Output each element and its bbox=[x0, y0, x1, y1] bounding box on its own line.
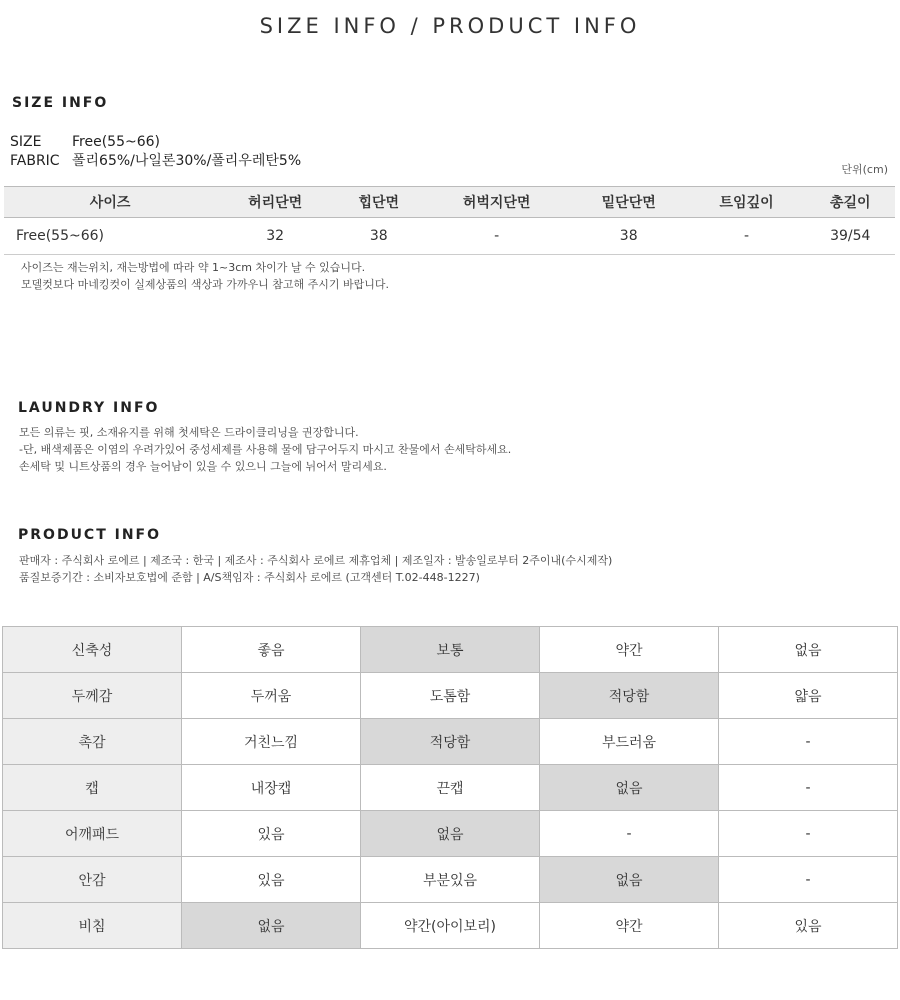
size-table-cell: 39/54 bbox=[806, 218, 895, 255]
note-line: 사이즈는 재는위치, 재는방법에 따라 약 1~3cm 차이가 날 수 있습니다. bbox=[21, 261, 366, 274]
property-option: 약간(아이보리) bbox=[361, 903, 540, 949]
size-info-heading: SIZE INFO bbox=[12, 95, 109, 111]
property-option: - bbox=[719, 857, 898, 903]
size-table-header: 허리단면 bbox=[216, 187, 334, 218]
page-title: SIZE INFO / PRODUCT INFO bbox=[259, 14, 641, 38]
size-table bbox=[4, 186, 895, 255]
size-table-header: 트임깊이 bbox=[688, 187, 806, 218]
property-option: 약간 bbox=[540, 903, 719, 949]
size-notes bbox=[21, 259, 389, 293]
property-option: 있음 bbox=[719, 903, 898, 949]
laundry-notes bbox=[19, 424, 511, 475]
size-spec-row bbox=[10, 134, 160, 150]
product-notes bbox=[19, 552, 612, 586]
size-table-header: 사이즈 bbox=[4, 187, 216, 218]
property-option: 있음 bbox=[182, 857, 361, 903]
laundry-info-heading: LAUNDRY INFO bbox=[18, 400, 160, 416]
property-option: 좋음 bbox=[182, 627, 361, 673]
note-line: 손세탁 및 니트상품의 경우 늘어남이 있을 수 있으니 그늘에 뉘어서 말리세요. bbox=[19, 460, 387, 473]
property-label: 신축성 bbox=[3, 627, 182, 673]
size-table-header: 총길이 bbox=[806, 187, 895, 218]
note-line: -단, 배색제품은 이염의 우려가있어 중성세제를 사용해 물에 담구어두지 마시고 찬물에서 손세탁하세요. bbox=[19, 443, 512, 456]
size-table-cell: - bbox=[424, 218, 570, 255]
property-option: 도톰함 bbox=[361, 673, 540, 719]
table-row bbox=[3, 811, 898, 857]
property-label: 촉감 bbox=[3, 719, 182, 765]
size-table-header: 허벅지단면 bbox=[424, 187, 570, 218]
fabric-value: 폴리65%/나일론30%/폴리우레탄5% bbox=[72, 153, 302, 169]
note-line: 품질보증기간 : 소비자보호법에 준함 | A/S책임자 : 주식회사 로에르 (고객센터 T.02-448-1227) bbox=[19, 571, 480, 584]
size-table-header: 밑단단면 bbox=[570, 187, 688, 218]
size-table-cell: 32 bbox=[216, 218, 334, 255]
property-option: 얇음 bbox=[719, 673, 898, 719]
property-label: 어깨패드 bbox=[3, 811, 182, 857]
size-table-header-row bbox=[4, 187, 895, 218]
property-label: 캡 bbox=[3, 765, 182, 811]
size-label: SIZE bbox=[10, 134, 42, 150]
property-option: - bbox=[719, 811, 898, 857]
size-table-header: 힙단면 bbox=[334, 187, 423, 218]
size-table-cell: Free(55~66) bbox=[4, 218, 216, 255]
fabric-label: FABRIC bbox=[10, 153, 60, 169]
size-value: Free(55~66) bbox=[72, 134, 160, 150]
table-row bbox=[3, 857, 898, 903]
property-option: 내장캡 bbox=[182, 765, 361, 811]
property-option-selected: 없음 bbox=[361, 811, 540, 857]
table-row bbox=[4, 218, 895, 255]
property-option: 거친느낌 bbox=[182, 719, 361, 765]
size-table-cell: 38 bbox=[570, 218, 688, 255]
property-option: - bbox=[719, 765, 898, 811]
note-line: 모델컷보다 마네킹컷이 실제상품의 색상과 가까우니 참고해 주시기 바랍니다. bbox=[21, 278, 390, 291]
property-option: 약간 bbox=[540, 627, 719, 673]
property-option-selected: 없음 bbox=[540, 765, 719, 811]
property-label: 안감 bbox=[3, 857, 182, 903]
size-table-cell: - bbox=[688, 218, 806, 255]
property-option-selected: 없음 bbox=[182, 903, 361, 949]
fabric-properties-table bbox=[2, 626, 898, 949]
table-row bbox=[3, 765, 898, 811]
property-label: 두께감 bbox=[3, 673, 182, 719]
property-option-selected: 보통 bbox=[361, 627, 540, 673]
property-label: 비침 bbox=[3, 903, 182, 949]
product-info-heading: PRODUCT INFO bbox=[18, 527, 162, 543]
property-option: 끈캡 bbox=[361, 765, 540, 811]
property-option: 두꺼움 bbox=[182, 673, 361, 719]
size-table-cell: 38 bbox=[334, 218, 423, 255]
note-line: 모든 의류는 핏, 소재유지를 위해 첫세탁은 드라이클리닝을 권장합니다. bbox=[19, 426, 359, 439]
property-option: 있음 bbox=[182, 811, 361, 857]
property-option-selected: 적당함 bbox=[361, 719, 540, 765]
table-row bbox=[3, 903, 898, 949]
property-option-selected: 적당함 bbox=[540, 673, 719, 719]
property-option: 없음 bbox=[719, 627, 898, 673]
property-option: - bbox=[540, 811, 719, 857]
table-row bbox=[3, 719, 898, 765]
property-option-selected: 없음 bbox=[540, 857, 719, 903]
table-row bbox=[3, 627, 898, 673]
fabric-spec-row bbox=[10, 150, 301, 170]
table-row bbox=[3, 673, 898, 719]
property-option: 부드러움 bbox=[540, 719, 719, 765]
property-option: - bbox=[719, 719, 898, 765]
note-line: 판매자 : 주식회사 로에르 | 제조국 : 한국 | 제조사 : 주식회사 로에르 제휴업체 | 제조일자 : 발송일로부터 2주이내(수시제작) bbox=[19, 554, 613, 567]
unit-note: 단위(cm) bbox=[841, 163, 888, 176]
property-option: 부분있음 bbox=[361, 857, 540, 903]
